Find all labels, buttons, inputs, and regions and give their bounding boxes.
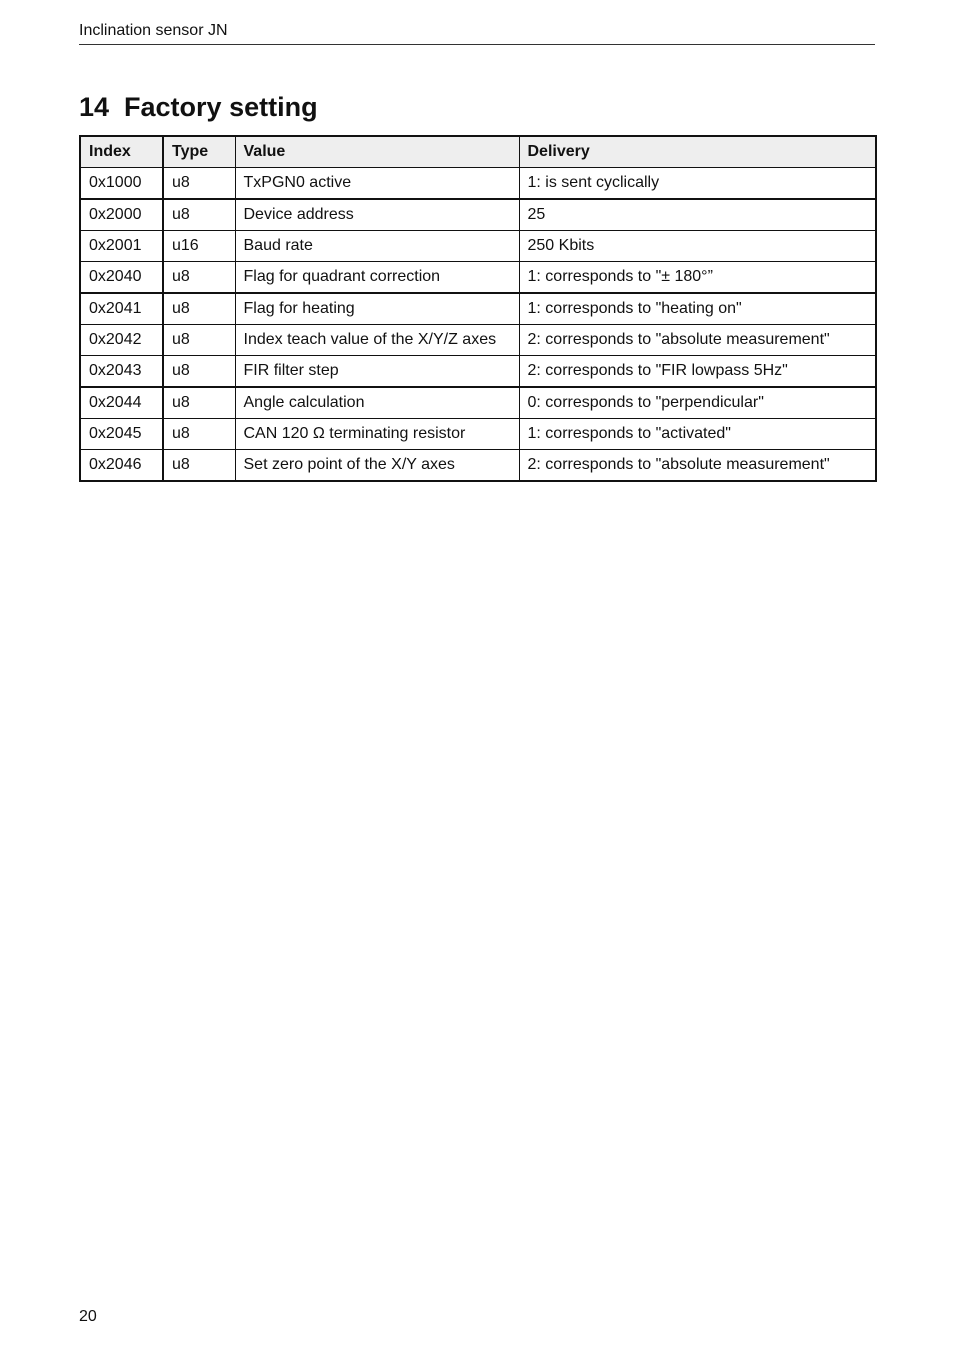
cell-type: u16 (163, 231, 235, 262)
cell-value: Index teach value of the X/Y/Z axes (235, 325, 519, 356)
factory-settings-table (79, 135, 877, 482)
table-row (80, 325, 876, 356)
cell-index: 0x2043 (80, 356, 163, 388)
section-title: 14 Factory setting (79, 92, 318, 122)
cell-type: u8 (163, 325, 235, 356)
table-row (80, 419, 876, 450)
cell-delivery: 2: corresponds to "absolute measurement" (519, 450, 876, 482)
table-row (80, 387, 876, 419)
cell-index: 0x2045 (80, 419, 163, 450)
cell-index: 0x2042 (80, 325, 163, 356)
table-row (80, 168, 876, 200)
cell-delivery: 0: corresponds to "perpendicular" (519, 387, 876, 419)
table-row (80, 450, 876, 482)
column-header-delivery: Delivery (519, 136, 876, 168)
cell-type: u8 (163, 419, 235, 450)
cell-value: FIR filter step (235, 356, 519, 388)
cell-delivery: 2: corresponds to "FIR lowpass 5Hz" (519, 356, 876, 388)
cell-type: u8 (163, 199, 235, 231)
table-row (80, 199, 876, 231)
cell-index: 0x1000 (80, 168, 163, 200)
running-header: Inclination sensor JN (79, 20, 875, 45)
cell-value: Device address (235, 199, 519, 231)
table-row (80, 356, 876, 388)
cell-index: 0x2046 (80, 450, 163, 482)
table-row (80, 293, 876, 325)
table-row (80, 231, 876, 262)
cell-index: 0x2040 (80, 262, 163, 294)
cell-type: u8 (163, 450, 235, 482)
cell-delivery: 250 Kbits (519, 231, 876, 262)
cell-type: u8 (163, 387, 235, 419)
cell-index: 0x2041 (80, 293, 163, 325)
table-row (80, 262, 876, 294)
cell-value: TxPGN0 active (235, 168, 519, 200)
column-header-value: Value (235, 136, 519, 168)
table-header-row (80, 136, 876, 168)
cell-value: Baud rate (235, 231, 519, 262)
cell-value: Flag for quadrant correction (235, 262, 519, 294)
cell-type: u8 (163, 168, 235, 200)
cell-delivery: 2: corresponds to "absolute measurement" (519, 325, 876, 356)
cell-index: 0x2000 (80, 199, 163, 231)
cell-index: 0x2044 (80, 387, 163, 419)
cell-delivery: 25 (519, 199, 876, 231)
cell-delivery: 1: corresponds to "heating on" (519, 293, 876, 325)
cell-value: Flag for heating (235, 293, 519, 325)
cell-delivery: 1: corresponds to "activated" (519, 419, 876, 450)
cell-delivery: 1: corresponds to "± 180°” (519, 262, 876, 294)
column-header-index: Index (80, 136, 163, 168)
cell-delivery: 1: is sent cyclically (519, 168, 876, 200)
cell-type: u8 (163, 356, 235, 388)
cell-value: Set zero point of the X/Y axes (235, 450, 519, 482)
cell-value: Angle calculation (235, 387, 519, 419)
cell-value: CAN 120 Ω terminating resistor (235, 419, 519, 450)
cell-type: u8 (163, 262, 235, 294)
cell-type: u8 (163, 293, 235, 325)
cell-index: 0x2001 (80, 231, 163, 262)
column-header-type: Type (163, 136, 235, 168)
page-number: 20 (79, 1308, 97, 1325)
